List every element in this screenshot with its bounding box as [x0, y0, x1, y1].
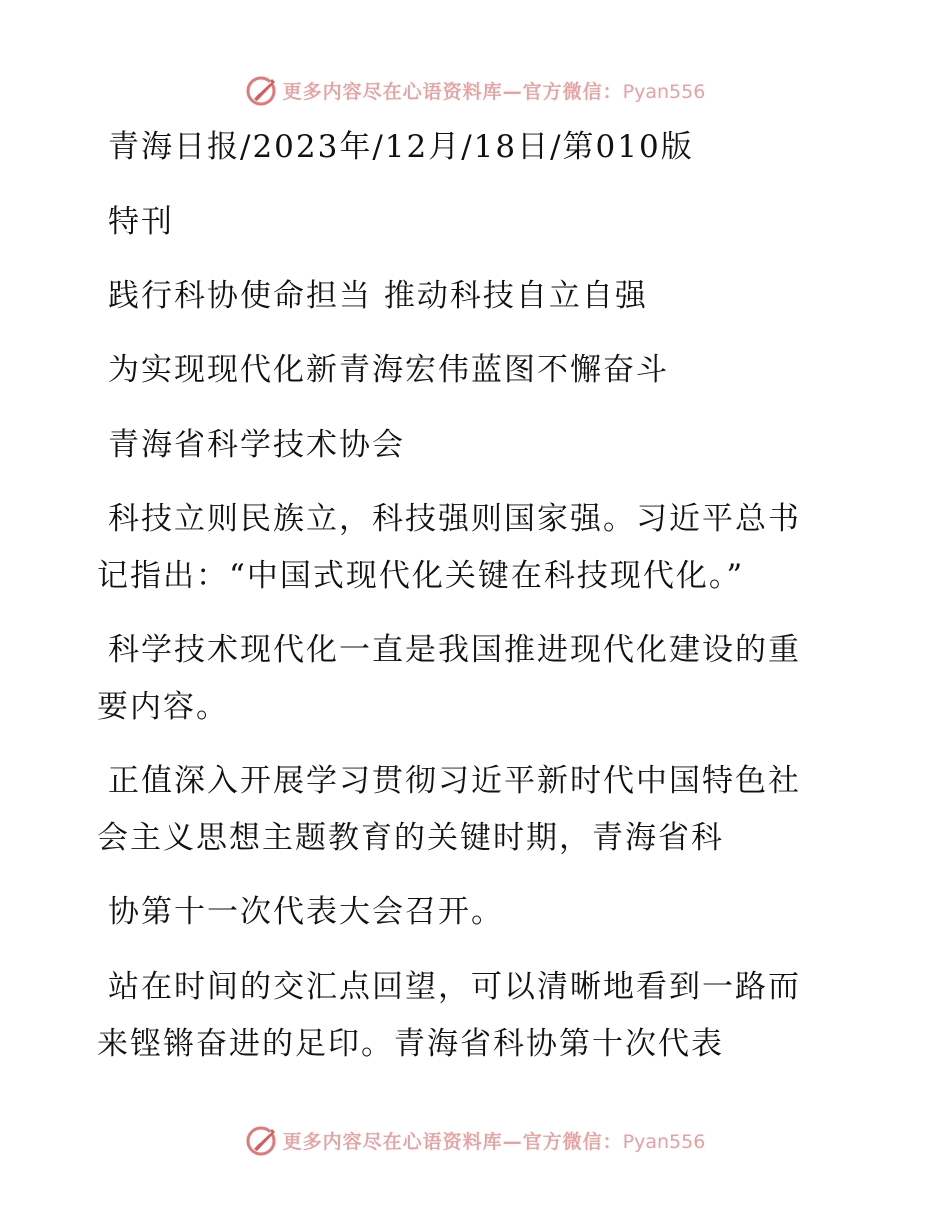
paragraph-line: 记指出：“中国式现代化关键在科技现代化。” — [97, 558, 745, 594]
paragraph-line: 科学技术现代化一直是我国推进现代化建设的重 — [108, 632, 801, 668]
author: 青海省科学技术协会 — [108, 427, 405, 463]
paragraph-line: 协第十一次代表大会召开。 — [108, 894, 504, 930]
paragraph-line: 要内容。 — [97, 689, 229, 725]
subheadline: 为实现现代化新青海宏伟蓝图不懈奋斗 — [108, 352, 669, 388]
paragraph-line: 科技立则民族立，科技强则国家强。习近平总书 — [108, 501, 801, 537]
quill-logo-icon — [245, 73, 279, 107]
watermark-footer — [0, 1120, 950, 1160]
paragraph-line: 站在时间的交汇点回望，可以清晰地看到一路而 — [108, 969, 801, 1005]
dateline: 青海日报/2023年/12月/18日/第010版 — [108, 129, 694, 165]
paragraph-line: 会主义思想主题教育的关键时期，青海省科 — [97, 820, 724, 856]
section-label: 特刊 — [108, 204, 174, 240]
watermark-text: 更多内容尽在心语资料库—官方微信：Pyan556 — [282, 1130, 706, 1153]
watermark-header — [0, 70, 950, 110]
paragraph-line: 正值深入开展学习贯彻习近平新时代中国特色社 — [108, 763, 801, 799]
watermark-text: 更多内容尽在心语资料库—官方微信：Pyan556 — [282, 80, 706, 103]
headline: 践行科协使命担当 推动科技自立自强 — [108, 278, 648, 314]
paragraph-line: 来铿锵奋进的足印。青海省科协第十次代表 — [97, 1026, 724, 1062]
quill-logo-icon — [245, 1123, 279, 1157]
